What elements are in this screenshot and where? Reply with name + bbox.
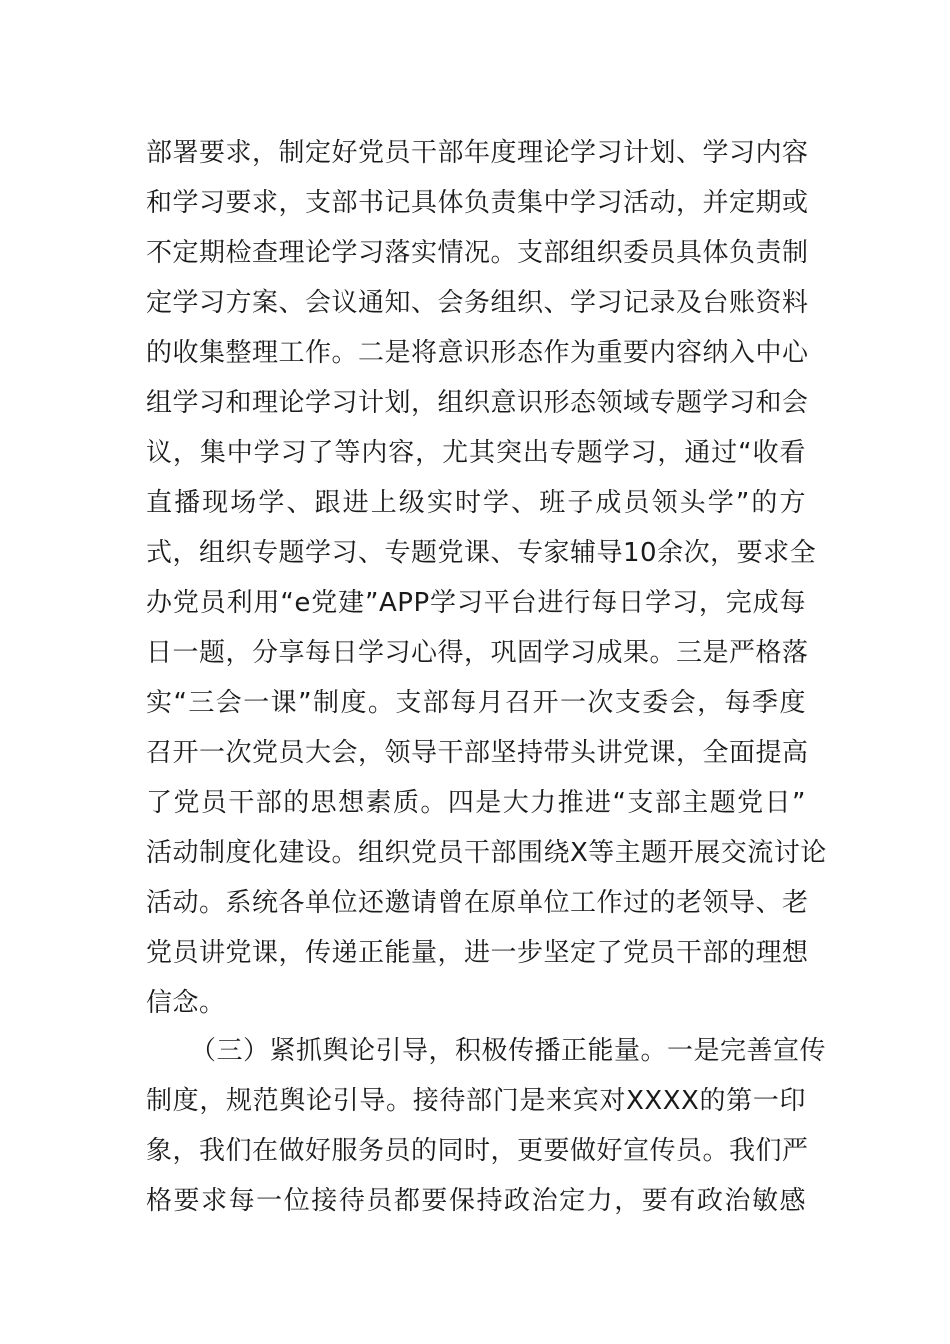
text-line-8: 直播现场学、跟进上级实时学、班子成员领头学”的方 — [146, 488, 806, 518]
text-line-6: 组学习和理论学习计划，组织意识形态领域专题学习和会 — [146, 388, 809, 418]
text-line-16: 活动。系统各单位还邀请曾在原单位工作过的老领导、老 — [146, 888, 809, 918]
text-line-7: 议，集中学习了等内容，尤其突出专题学习，通过“收看 — [146, 438, 806, 468]
text-line-13: 召开一次党员大会，领导干部坚持带头讲党课，全面提高 — [146, 738, 809, 768]
text-line-20: 制度，规范舆论引导。接待部门是来宾对XXXX的第一印 — [146, 1086, 806, 1116]
text-line-21: 象，我们在做好服务员的同时，更要做好宣传员。我们严 — [146, 1136, 809, 1166]
text-line-15: 活动制度化建设。组织党员干部围绕X等主题开展交流讨论 — [146, 838, 827, 868]
text-line-5: 的收集整理工作。二是将意识形态作为重要内容纳入中心 — [146, 338, 809, 368]
text-line-17: 党员讲党课，传递正能量，进一步坚定了党员干部的理想 — [146, 938, 809, 968]
text-line-22: 格要求每一位接待员都要保持政治定力，要有政治敏感 — [146, 1186, 806, 1216]
text-line-14: 了党员干部的思想素质。四是大力推进“支部主题党日” — [146, 788, 806, 818]
text-line-3: 不定期检查理论学习落实情况。支部组织委员具体负责制 — [146, 238, 809, 268]
text-line-11: 日一题，分享每日学习心得，巩固学习成果。三是严格落 — [146, 638, 809, 668]
text-line-12: 实“三会一课”制度。支部每月召开一次支委会，每季度 — [146, 688, 806, 718]
text-line-1: 部署要求，制定好党员干部年度理论学习计划、学习内容 — [146, 138, 809, 168]
text-line-10: 办党员利用“e党建”APP学习平台进行每日学习，完成每 — [146, 588, 806, 618]
text-line-4: 定学习方案、会议通知、会务组织、学习记录及台账资料 — [146, 288, 809, 318]
text-line-9: 式，组织专题学习、专题党课、专家辅导10余次，要求全 — [146, 538, 817, 568]
text-line-19: （三）紧抓舆论引导，积极传播正能量。一是完善宣传 — [190, 1036, 827, 1066]
text-line-2: 和学习要求，支部书记具体负责集中学习活动，并定期或 — [146, 188, 809, 218]
text-line-18: 信念。 — [146, 988, 226, 1018]
